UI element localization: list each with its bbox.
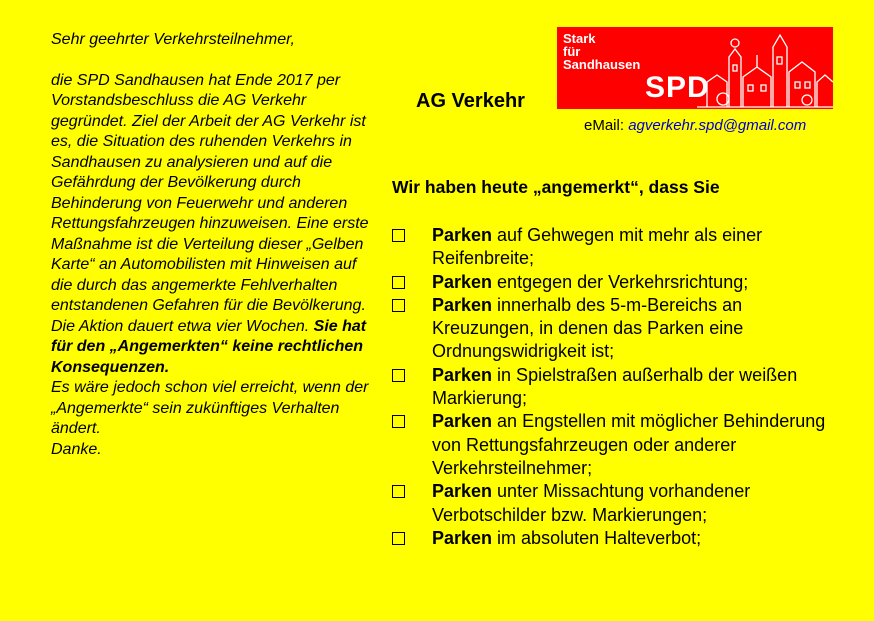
item-keyword: Parken [432, 411, 493, 432]
ag-title: AG Verkehr [416, 90, 525, 112]
checklist-item [392, 364, 842, 411]
item-keyword: Parken [432, 271, 493, 292]
intro-paragraph-regular: die SPD Sandhausen hat Ende 2017 per Vorstandsbeschluss die AG Verkehr gegründet. Ziel der Arbeit der AG Verkehr ist es, die Situation des ruhenden Verkehrs in Sandhausen zu analysieren und auf die Gefährdung der Bevölkerung durch Behinderung von Feuerwehr und anderen Rettungsfahrzeugen hinzuweisen. Eine erste Maßnahme ist die Verteilung dieser „Gelben Karte“ an Automobilisten mit Hinweisen auf die durch das angemerkte Fehlverhalten entstandenen Gefahren für die Bevölkerung. Die Aktion dauert etwa vier Wochen. [51, 71, 369, 335]
logo-slogan-line3: Sandhausen [563, 57, 641, 72]
checkbox[interactable] [392, 276, 405, 289]
checklist-headline: Wir haben heute „angemerkt“, dass Sie [392, 177, 720, 197]
checkbox[interactable] [392, 532, 405, 545]
logo-brand: SPD [645, 71, 710, 104]
item-text: in Spielstraßen außerhalb der weißen Markierung; [432, 364, 798, 409]
item-text: entgegen der Verkehrsrichtung; [492, 271, 749, 292]
spd-logo [557, 27, 833, 109]
logo-slogan [563, 32, 640, 71]
logo-slogan-line1: Stark [563, 31, 596, 46]
checkbox[interactable] [392, 485, 405, 498]
checklist-item [392, 480, 842, 527]
checkbox[interactable] [392, 229, 405, 242]
checklist-item [392, 271, 842, 294]
logo-slogan-line2: für [563, 44, 581, 59]
item-keyword: Parken [432, 364, 493, 385]
email-line [584, 117, 806, 134]
item-keyword: Parken [432, 294, 493, 315]
checklist [392, 224, 842, 550]
salutation: Sehr geehrter Verkehrsteilnehmer, [51, 31, 295, 48]
checkbox[interactable] [392, 369, 405, 382]
closing-text: Es wäre jedoch schon viel erreicht, wenn der „Angemerkte“ sein zukünftiges Verhalten ändert. [51, 379, 369, 437]
item-keyword: Parken [432, 527, 493, 548]
item-text: unter Missachtung vorhandener Verbotschilder bzw. Markierungen; [432, 481, 751, 525]
intro-paragraph [51, 71, 381, 379]
checklist-item [392, 410, 842, 480]
item-text: innerhalb des 5-m-Bereichs an Kreuzungen, in denen das Parken eine Ordnungswidrigkeit ist; [432, 294, 744, 362]
item-text: auf Gehwegen mit mehr als einer Reifenbreite; [432, 225, 763, 269]
checkbox[interactable] [392, 299, 405, 312]
item-text: im absoluten Halteverbot; [492, 527, 702, 548]
item-keyword: Parken [432, 225, 493, 245]
item-text: an Engstellen mit möglicher Behinderung von Rettungsfahrzeugen oder anderer Verkehrsteilnehmer; [432, 411, 826, 478]
thanks-text: Danke. [51, 440, 102, 458]
intro-paragraph-bold: Sie hat für den „Angemerkten“ keine rechtlichen Konsequenzen. [51, 317, 367, 376]
item-keyword: Parken [432, 481, 493, 502]
checklist-item [392, 224, 842, 271]
checkbox[interactable] [392, 415, 405, 428]
checklist-item [392, 527, 842, 550]
paragraph-gap [51, 51, 381, 71]
checklist-item [392, 294, 842, 364]
email-label: eMail: [584, 117, 625, 134]
intro-text [51, 30, 381, 460]
email-address-link[interactable]: agverkehr.spd@gmail.com [628, 117, 807, 134]
